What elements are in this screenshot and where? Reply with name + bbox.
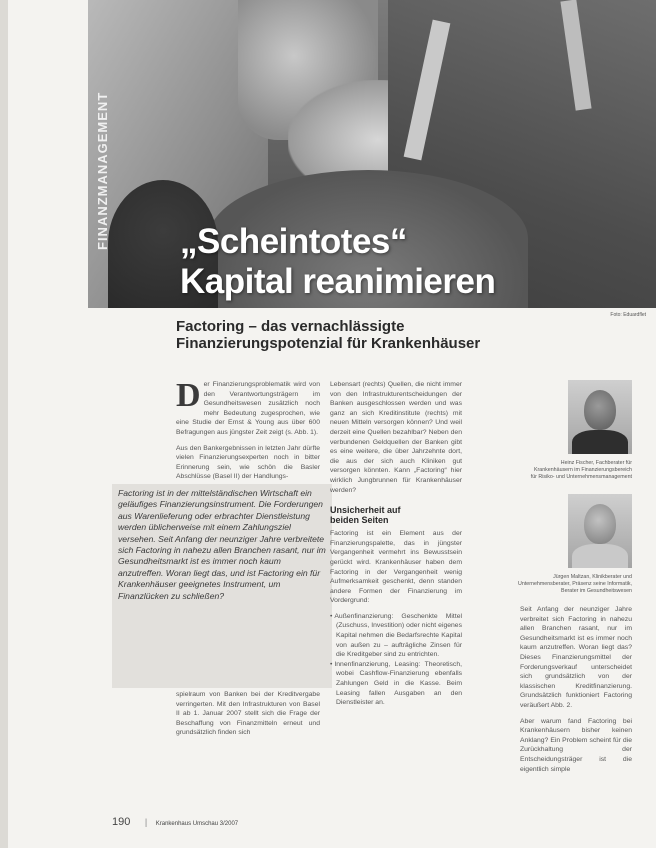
- portrait-caption: [502, 574, 632, 595]
- text-column-2: [330, 380, 462, 708]
- section-heading-line: beiden Seiten: [330, 515, 389, 526]
- paragraph: Seit Anfang der neunziger Jahre verbreitet sich Factoring in nahezu allen Branchen rasant, nur im Gesundheitsmarkt ist es immer noch kaum anzutreffen. Woran liegt das? Dieses Finanzierungsmittel der Forderungsverkauf unterscheidet sich grundsätzlich von der klassischen Kreditfinanzierung. Grundsätzlich funktioniert Factoring veräußert Abb. 2.: [520, 606, 632, 709]
- subtitle-line: Finanzierungspotenzial für Krankenhäuser: [176, 335, 481, 352]
- portrait-head: [584, 504, 616, 544]
- bullet-item: • Außenfinanzierung: Geschenkte Mittel (Zuschuss, Investition) oder nicht eigenes Kapital nehmen die Bedarfsrechte Kapital von außen zu – aufträgliche Zinsen für die Kreditgeber sind zu entrichten.: [336, 612, 462, 660]
- journal-name: Krankenhaus Umschau 3/2007: [155, 821, 239, 827]
- text-column-1: [176, 377, 320, 488]
- page-edge: [0, 0, 8, 848]
- section-heading-line: Unsicherheit auf: [330, 505, 401, 516]
- drop-cap: D: [176, 377, 201, 414]
- article-title-line: Kapital reanimieren: [180, 262, 496, 301]
- portrait-body: [572, 544, 628, 568]
- paragraph: [176, 377, 320, 438]
- portrait-caption: [502, 460, 632, 481]
- text-column-3: [520, 605, 632, 780]
- caption-line: Heinz Fischer, Fachberater für: [560, 460, 632, 466]
- caption-line: für Risiko- und Unternehmensmanagement: [530, 474, 632, 480]
- section-heading: [330, 505, 462, 525]
- page-number: 190: [112, 816, 131, 828]
- subtitle-line: Factoring – das vernachlässigte: [176, 318, 405, 335]
- article-title: [180, 222, 640, 302]
- paragraph: Factoring ist ein Element aus der Finanzierungspalette, das in jüngster Vergangenheit vermehrt ins Bewusstsein gerückt wird. Krankenhäuser haben dem Factoring in der Vergangenheit wenig Aufmerksamkeit geschenkt, denn standen andere Formen der Finanzierung im Vordergrund:: [330, 530, 462, 605]
- pull-quote: [112, 484, 332, 688]
- pull-quote-text: Factoring ist in der mittelständischen Wirtschaft ein geläufiges Finanzierungsinstrument. Die Forderungen aus Warenlieferung oder erbrachter Dienstleistung werden üblicherweise mit einem Zahlungsziel versehen. Seit Anfang der neunziger Jahre verbreitete sich Factoring in nahezu allen Branchen rasant, nur im Gesundheitsmarkt ist es immer noch kaum anzutreffen. Woran liegt das, und ist Factoring ein für Krankenhäuser geeignetes Instrument, um Finanzlücken zu schließen?: [118, 488, 326, 601]
- caption-line: Jürgen Maltzan, Klinikberater und: [553, 574, 632, 580]
- page-footer: [112, 816, 238, 828]
- bullet-item: • Innenfinanzierung, Leasing: Theoretisch, wobei Cashflow-Finanzierung ebenfalls Zahlungen Geld in die Kasse. Beim Leasing fallen Ausgaben an den Dienstleister an.: [336, 660, 462, 708]
- hero-photo: [88, 0, 656, 308]
- footer-separator: |: [144, 817, 148, 827]
- paragraph: Aber warum fand Factoring bei Krankenhäusern bisher keinen Anklang? Ein Problem scheint für die Zurückhaltung der Entscheidungsträger ist die eigentlich simple: [520, 717, 632, 773]
- portrait-photo: [568, 494, 632, 568]
- paragraph: spielraum von Banken bei der Kreditvergabe verringerten. Mit den Infrastrukturen von Basel II ab 1. Januar 2007 stellt sich die Frage der Beschaffung von Finanzmitteln erneut und grundsätzlich finden sich: [176, 691, 320, 737]
- bullet-list: [330, 612, 462, 708]
- paragraph: Lebensart (rechts) Quellen, die nicht immer von den Infrastrukturentscheidungen der Banken ausgeschlossen werden und was ganz an sich Kreditinstitute (rechts) mit neuen Mitteln versorgen können? Und weil derzeit eine Quellen bezahlbar? Neben den verbundenen Geldquellen der Banken gibt es eine weitere, die über Jahrzehnte dort, die aus der sich auch Kliniken gut versorgen könnten. Kann „Factoring“ hier wirklich Jungbrunnen für Krankenhäuser werden?: [330, 381, 462, 494]
- portrait-head: [584, 390, 616, 430]
- caption-line: Krankenhäusern im Finanzierungsbereich: [533, 467, 632, 473]
- article-subtitle: [176, 318, 596, 352]
- photo-credit: Foto: Eduardflet: [610, 312, 646, 318]
- paragraph: Aus den Bankergebnissen in letzten Jahr dürfte vielen Finanzierungsexperten noch in bitter Erinnerung sein, wie schön die Basler Abschlüsse (Basel II) der Handlungs-: [176, 444, 320, 481]
- section-label: FINANZMANAGEMENT: [95, 91, 110, 250]
- caption-line: Unternehmensberater, Präsenz seine Informatik,: [518, 581, 632, 587]
- caption-line: Berater im Gesundheitswesen: [561, 588, 632, 594]
- article-title-line: „Scheintotes“: [180, 222, 407, 261]
- text-column-1-continued: [176, 690, 320, 744]
- portrait-body: [572, 430, 628, 454]
- portrait-photo: [568, 380, 632, 454]
- paragraph-text: er Finanzierungsproblematik wird von den Verantwortungsträgern im Gesundheitswesen zusätzlich noch mehr Bedeutung zugesprochen, wie eine Studie der Ernst & Young aus über 600 Befragungen aus jüngster Zeit zeigt (s. Abb. 1).: [176, 381, 320, 436]
